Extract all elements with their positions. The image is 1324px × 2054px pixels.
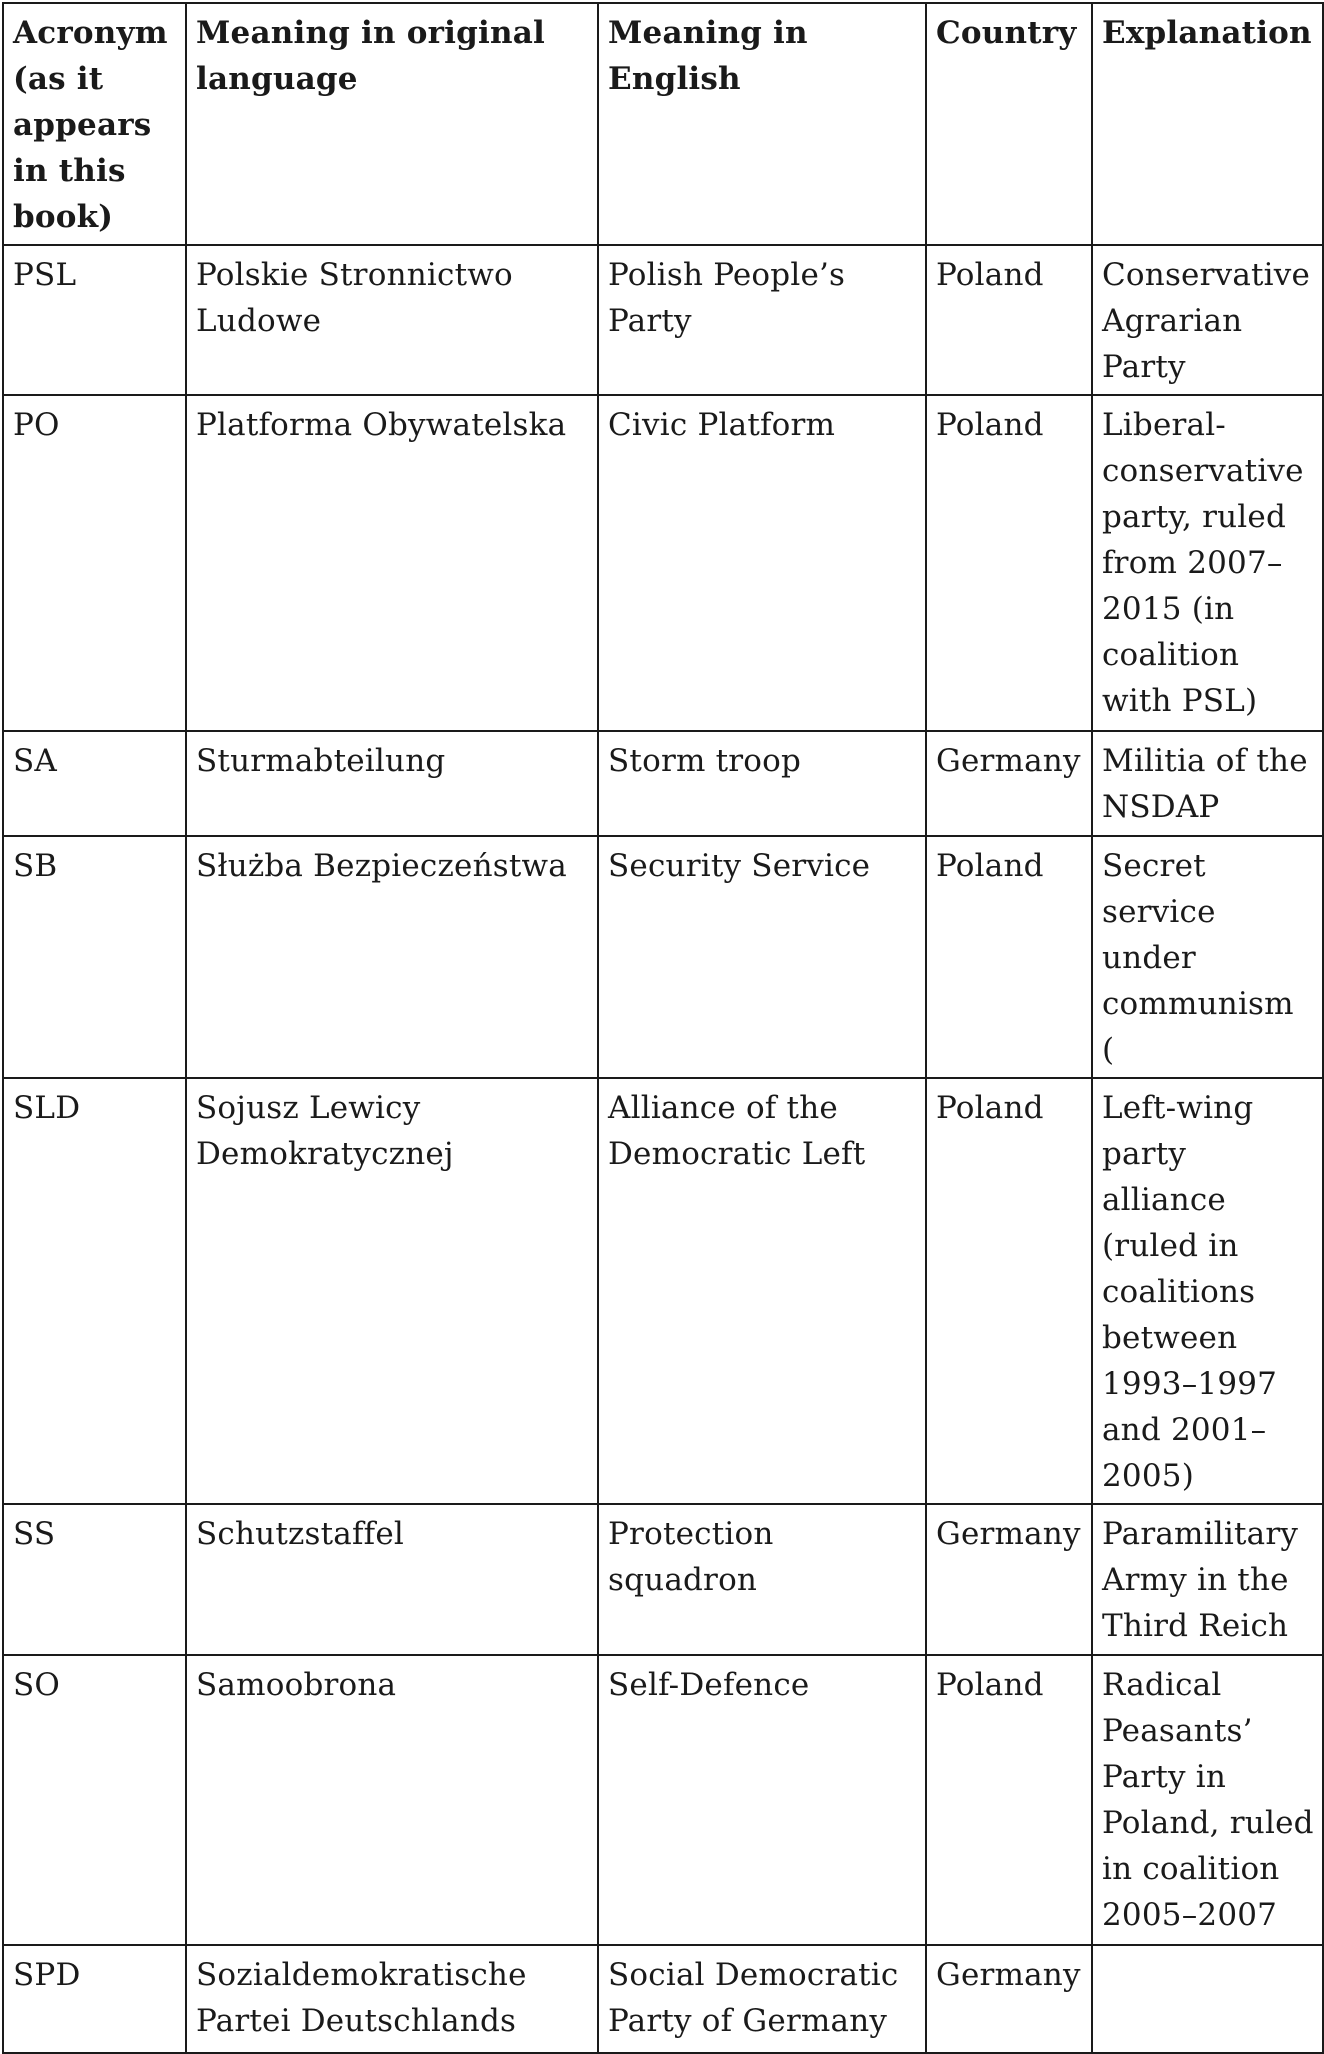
explanation-cell: Radical Peasants’ Party in Poland, ruled in coalition 2005–2007 — [1092, 1655, 1323, 1945]
original-meaning-cell: Sojusz Lewicy Demokratycznej — [186, 1078, 598, 1504]
acronym-cell: SO — [3, 1655, 186, 1945]
header-english-meaning: Meaning in English — [598, 3, 926, 245]
table-row — [3, 731, 1323, 836]
header-country: Country — [926, 3, 1092, 245]
acronym-cell: SB — [3, 836, 186, 1078]
explanation-cell: Militia of the NSDAP — [1092, 731, 1323, 836]
acronym-table — [2, 2, 1324, 2054]
country-cell: Poland — [926, 836, 1092, 1078]
original-meaning-cell: Sturmabteilung — [186, 731, 598, 836]
explanation-cell: Liberal-conservative party, ruled from 2007–2015 (in coalition with PSL) — [1092, 395, 1323, 731]
original-meaning-cell: Schutzstaffel — [186, 1504, 598, 1655]
country-cell: Poland — [926, 1078, 1092, 1504]
explanation-cell: Secret service under communism ( — [1092, 836, 1323, 1078]
header-acronym: Acronym (as it appears in this book) — [3, 3, 186, 245]
table-row — [3, 836, 1323, 1078]
explanation-cell — [1092, 1945, 1323, 2053]
table-row — [3, 1504, 1323, 1655]
original-meaning-cell: Sozialdemokratische Partei Deutschlands — [186, 1945, 598, 2053]
country-cell: Poland — [926, 245, 1092, 395]
acronym-cell: SS — [3, 1504, 186, 1655]
explanation-cell: Left-wing party alliance (ruled in coalitions between 1993–1997 and 2001–2005) — [1092, 1078, 1323, 1504]
table-header-row — [3, 3, 1323, 245]
acronym-cell: SPD — [3, 1945, 186, 2053]
table-row — [3, 395, 1323, 731]
header-explanation: Explanation — [1092, 3, 1323, 245]
english-meaning-cell: Polish People’s Party — [598, 245, 926, 395]
english-meaning-cell: Self-Defence — [598, 1655, 926, 1945]
english-meaning-cell: Civic Platform — [598, 395, 926, 731]
english-meaning-cell: Protection squadron — [598, 1504, 926, 1655]
english-meaning-cell: Storm troop — [598, 731, 926, 836]
table-row — [3, 1078, 1323, 1504]
english-meaning-cell: Alliance of the Democratic Left — [598, 1078, 926, 1504]
table-row — [3, 1945, 1323, 2053]
country-cell: Germany — [926, 1504, 1092, 1655]
original-meaning-cell: Służba Bezpieczeństwa — [186, 836, 598, 1078]
country-cell: Poland — [926, 395, 1092, 731]
acronym-cell: SA — [3, 731, 186, 836]
table-row — [3, 245, 1323, 395]
english-meaning-cell: Social Democratic Party of Germany — [598, 1945, 926, 2053]
header-original-meaning: Meaning in original language — [186, 3, 598, 245]
explanation-cell: Conservative Agrarian Party — [1092, 245, 1323, 395]
country-cell: Germany — [926, 1945, 1092, 2053]
english-meaning-cell: Security Service — [598, 836, 926, 1078]
country-cell: Poland — [926, 1655, 1092, 1945]
acronym-cell: SLD — [3, 1078, 186, 1504]
acronym-cell: PO — [3, 395, 186, 731]
table-row — [3, 1655, 1323, 1945]
original-meaning-cell: Polskie Stronnictwo Ludowe — [186, 245, 598, 395]
country-cell: Germany — [926, 731, 1092, 836]
original-meaning-cell: Samoobrona — [186, 1655, 598, 1945]
explanation-cell: Paramilitary Army in the Third Reich — [1092, 1504, 1323, 1655]
acronym-cell: PSL — [3, 245, 186, 395]
original-meaning-cell: Platforma Obywatelska — [186, 395, 598, 731]
